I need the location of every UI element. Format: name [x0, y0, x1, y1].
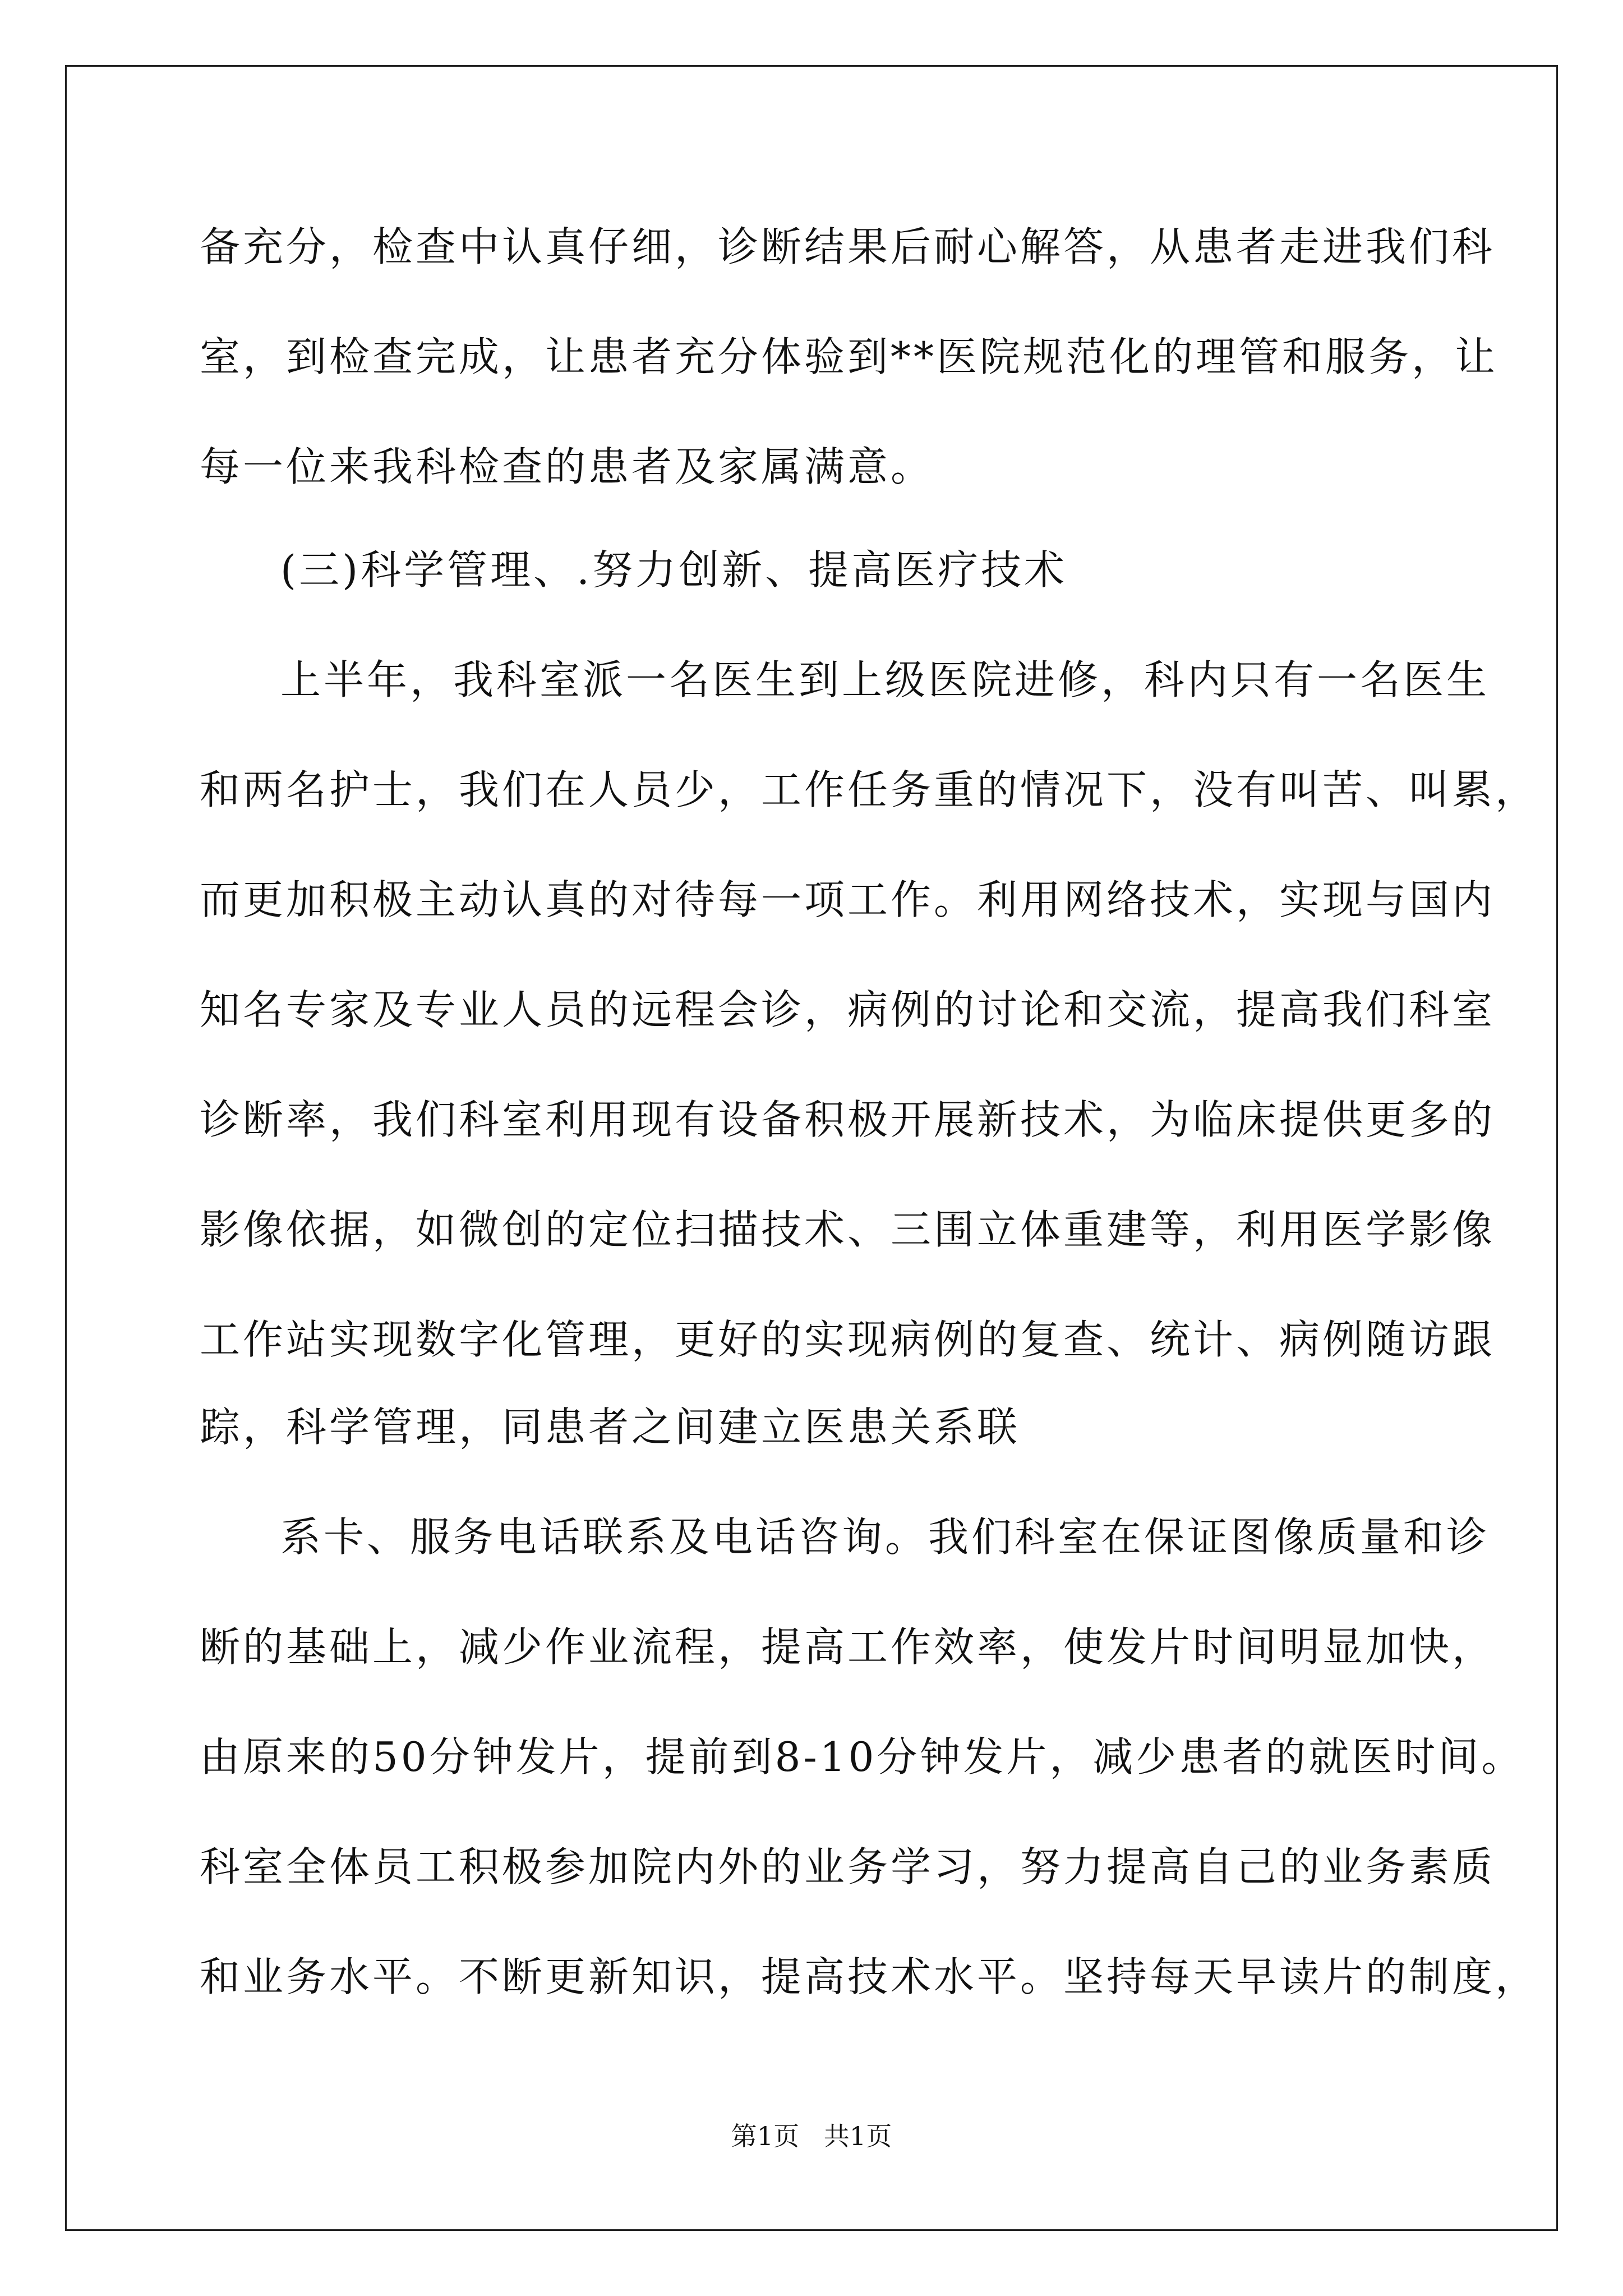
- page-footer: 第1页 共1页: [731, 2121, 892, 2151]
- text-line: 影像依据，如微创的定位扫描技术、三围立体重建等，利用医学影像: [200, 1206, 1496, 1253]
- text-line: 工作站实现数字化管理，更好的实现病例的复查、统计、病例随访跟: [200, 1316, 1496, 1363]
- page-border: [65, 65, 1558, 2231]
- text-line: 踪，科学管理，同患者之间建立医患关系联: [200, 1404, 1021, 1451]
- text-line: 系卡、服务电话联系及电话咨询。我们科室在保证图像质量和诊: [280, 1513, 1490, 1561]
- text-line: 由原来的50分钟发片，提前到8-10分钟发片，减少患者的就医时间。: [200, 1733, 1525, 1780]
- text-line: 和两名护士，我们在人员少，工作任务重的情况下，没有叫苦、叫累，: [200, 766, 1539, 813]
- text-line: 备充分，检查中认真仔细，诊断结果后耐心解答，从患者走进我们科: [200, 223, 1496, 270]
- text-line: 断的基础上，减少作业流程，提高工作效率，使发片时间明显加快，: [200, 1623, 1496, 1671]
- text-line: 室，到检查完成，让患者充分体验到**医院规范化的理管和服务，让: [200, 333, 1498, 380]
- text-line: 知名专家及专业人员的远程会诊，病例的讨论和交流，提高我们科室: [200, 986, 1496, 1033]
- text-line: 上半年，我科室派一名医生到上级医院进修，科内只有一名医生: [280, 656, 1490, 703]
- section-heading: (三)科学管理、.努力创新、提高医疗技术: [280, 546, 1068, 593]
- text-line: 诊断率，我们科室利用现有设备积极开展新技术，为临床提供更多的: [200, 1096, 1496, 1143]
- text-line: 和业务水平。不断更新知识，提高技术水平。坚持每天早读片的制度，: [200, 1953, 1539, 2000]
- text-line: 而更加积极主动认真的对待每一项工作。利用网络技术，实现与国内: [200, 876, 1496, 923]
- text-line: 每一位来我科检查的患者及家属满意。: [200, 443, 934, 490]
- text-line: 科室全体员工积极参加院内外的业务学习，努力提高自己的业务素质: [200, 1843, 1496, 1890]
